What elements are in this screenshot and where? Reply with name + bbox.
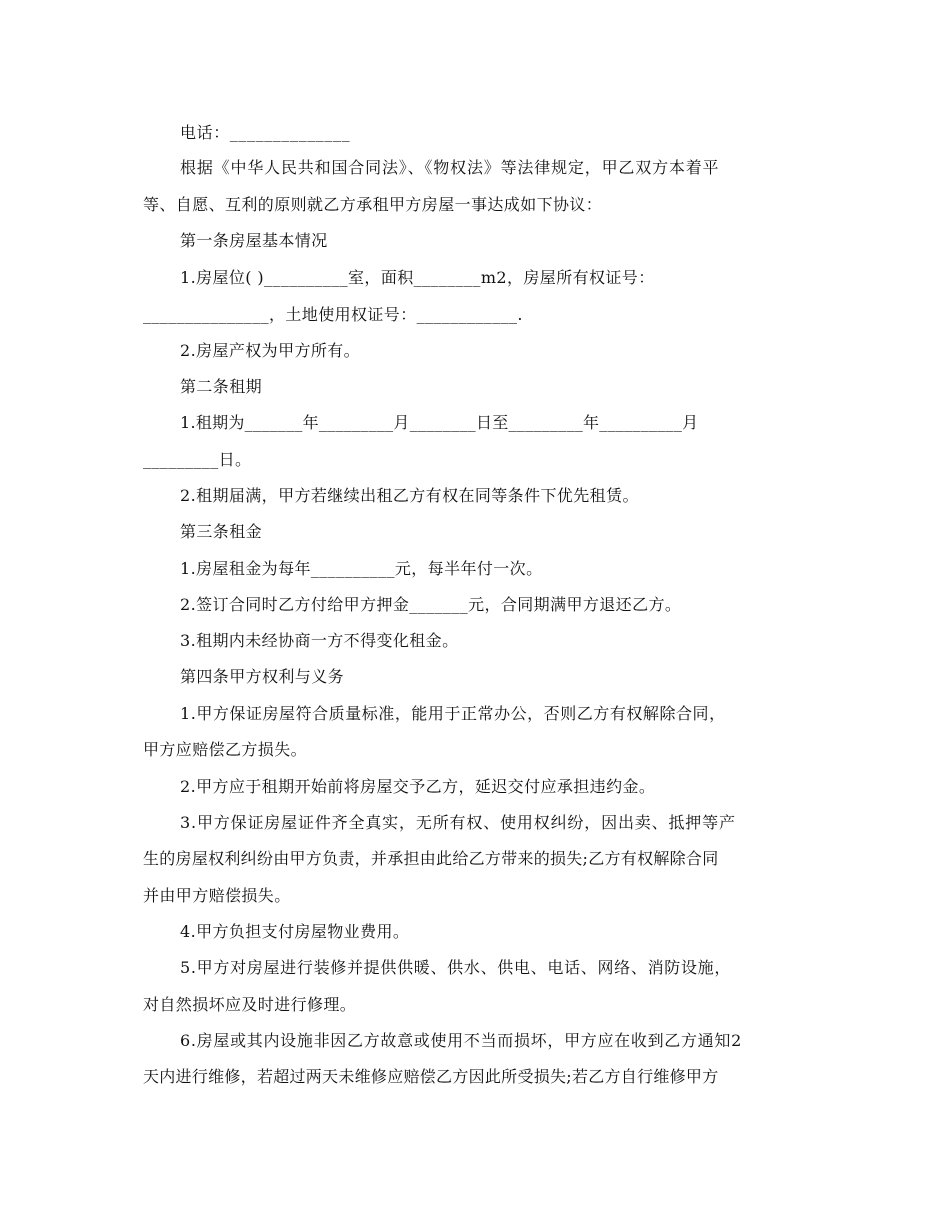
clause-line: 1.租期为_______年_________月________日至_________年__________月 [180, 413, 699, 432]
article-heading: 第三条租金 [180, 522, 263, 541]
clause-line: 6.房屋或其内设施非因乙方故意或使用不当而损坏，甲方应在收到乙方通知2 [180, 1031, 742, 1050]
article-heading: 第一条房屋基本情况 [180, 231, 328, 250]
clause-line: 1.房屋租金为每年__________元，每半年付一次。 [180, 559, 543, 578]
clause-line: 4.甲方负担支付房屋物业费用。 [180, 922, 410, 941]
clause-line: 2.签订合同时乙方付给甲方押金_______元，合同期满甲方退还乙方。 [180, 595, 682, 614]
clause-line: _________日。 [143, 450, 252, 469]
clause-line: 1.房屋位( )__________室，面积________m2，房屋所有权证号： [180, 268, 655, 287]
clause-line: 5.甲方对房屋进行装修并提供供暖、供水、供电、电话、网络、消防设施， [180, 958, 732, 977]
clause-line: 2.甲方应于租期开始前将房屋交予乙方，延迟交付应承担违约金。 [180, 777, 656, 796]
clause-line: 3.租期内未经协商一方不得变化租金。 [180, 631, 459, 650]
clause-line: 2.房屋产权为甲方所有。 [180, 341, 361, 360]
clause-line: 天内进行维修，若超过两天未维修应赔偿乙方因此所受损失;若乙方自行维修甲方 [143, 1067, 719, 1086]
phone-line: 电话：______________ [180, 123, 351, 142]
clause-line: 2.租期届满，甲方若继续出租乙方有权在同等条件下优先租赁。 [180, 486, 639, 505]
clause-line: 甲方应赔偿乙方损失。 [143, 740, 308, 759]
clause-line: 对自然损坏应及时进行修理。 [143, 995, 357, 1014]
preamble-line: 等、自愿、互利的原则就乙方承租甲方房屋一事达成如下协议： [143, 195, 603, 214]
clause-line: 1.甲方保证房屋符合质量标准，能用于正常办公，否则乙方有权解除合同， [180, 704, 726, 723]
clause-line: 3.甲方保证房屋证件齐全真实，无所有权、使用权纠纷，因出卖、抵押等产 [180, 813, 736, 832]
article-heading: 第四条甲方权利与义务 [180, 667, 345, 686]
clause-line: 生的房屋权利纠纷由甲方负责，并承担由此给乙方带来的损失;乙方有权解除合同 [143, 849, 719, 868]
preamble-line: 根据《中华人民共和国合同法》、《物权法》等法律规定，甲乙双方本着平 [180, 158, 720, 177]
article-heading: 第二条租期 [180, 377, 263, 396]
clause-line: 并由甲方赔偿损失。 [143, 886, 291, 905]
clause-line: _______________，土地使用权证号：____________. [143, 305, 523, 324]
